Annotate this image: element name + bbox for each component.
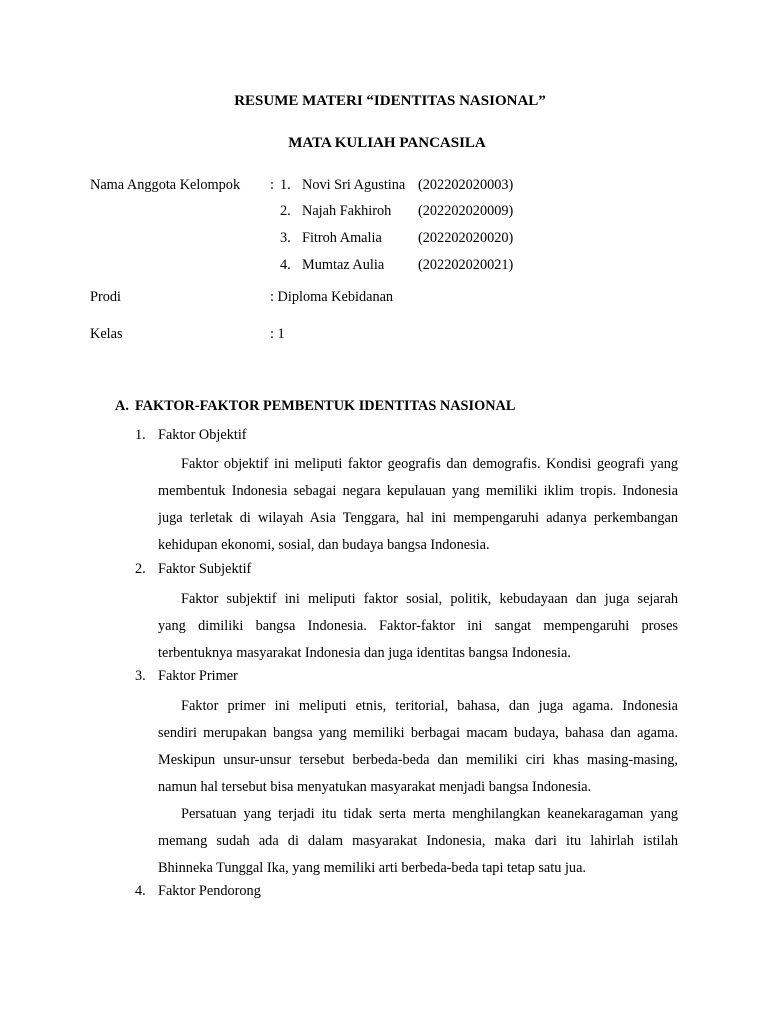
- paragraph: [158, 801, 678, 882]
- member-id: (202202020021): [418, 257, 514, 273]
- member-number: 3.: [280, 230, 291, 246]
- prodi-label: Prodi: [90, 289, 121, 305]
- paragraph: [158, 451, 678, 559]
- paragraph-line: Faktor objektif ini meliputi faktor geografis dan demografis. Kondisi geografi yang: [181, 456, 678, 472]
- item-title: Faktor Pendorong: [158, 883, 261, 899]
- paragraph-line: terbentuknya masyarakat Indonesia dan juga identitas bangsa Indonesia.: [158, 645, 571, 661]
- paragraph-line: memang sudah ada di dalam masyarakat Indonesia, maka dari itu lahirlah istilah: [158, 833, 678, 849]
- paragraph-line: juga terletak di wilayah Asia Tenggara, hal ini mempengaruhi adanya perkembangan: [158, 510, 678, 526]
- member-id: (202202020020): [418, 230, 514, 246]
- kelas-label: Kelas: [90, 326, 123, 342]
- document-subtitle: MATA KULIAH PANCASILA: [288, 135, 486, 151]
- paragraph-line: Faktor primer ini meliputi etnis, teritorial, bahasa, dan juga agama. Indonesia: [181, 698, 678, 714]
- paragraph: [158, 586, 678, 667]
- item-title: Faktor Subjektif: [158, 561, 252, 577]
- item-number: 1.: [135, 427, 146, 443]
- paragraph-line: Persatuan yang terjadi itu tidak serta merta menghilangkan keanekaragaman yang: [181, 806, 678, 822]
- member-name: Mumtaz Aulia: [302, 257, 385, 273]
- document-title: RESUME MATERI “IDENTITAS NASIONAL”: [234, 93, 546, 109]
- member-number: 4.: [280, 257, 291, 273]
- paragraph-line: sendiri merupakan bangsa yang memiliki berbagai macam budaya, bahasa dan agama.: [158, 725, 678, 741]
- paragraph: [158, 693, 678, 801]
- group-members-colon: :: [270, 177, 274, 193]
- item-number: 4.: [135, 883, 146, 899]
- member-number: 2.: [280, 203, 291, 219]
- member-id: (202202020009): [418, 203, 514, 219]
- paragraph-line: Faktor subjektif ini meliputi faktor sosial, politik, kebudayaan dan juga sejarah: [181, 591, 678, 607]
- paragraph-line: Meskipun unsur-unsur tersebut berbeda-beda dan memiliki ciri khas masing-masing,: [158, 752, 678, 768]
- member-name: Fitroh Amalia: [302, 230, 382, 246]
- item-number: 2.: [135, 561, 146, 577]
- section-letter: A.: [115, 398, 129, 414]
- kelas-value: : 1: [270, 326, 285, 342]
- paragraph-line: membentuk Indonesia sebagai negara kepulauan yang memiliki iklim tropis. Indonesia: [158, 483, 678, 499]
- paragraph-line: Bhinneka Tunggal Ika, yang memiliki arti berbeda-beda tapi tetap satu jua.: [158, 860, 586, 876]
- paragraph-line: kehidupan ekonomi, sosial, dan budaya bangsa Indonesia.: [158, 537, 490, 553]
- section-title: FAKTOR-FAKTOR PEMBENTUK IDENTITAS NASIONAL: [135, 398, 516, 414]
- paragraph-line: yang dimiliki bangsa Indonesia. Faktor-faktor ini sangat mempengaruhi proses: [158, 618, 678, 634]
- item-title: Faktor Primer: [158, 668, 238, 684]
- item-title: Faktor Objektif: [158, 427, 247, 443]
- member-name: Najah Fakhiroh: [302, 203, 392, 219]
- item-number: 3.: [135, 668, 146, 684]
- prodi-value: : Diploma Kebidanan: [270, 289, 394, 305]
- group-members-label: Nama Anggota Kelompok: [90, 177, 241, 193]
- member-name: Novi Sri Agustina: [302, 177, 406, 193]
- paragraph-line: namun hal tersebut bisa menyatukan masyarakat menjadi bangsa Indonesia.: [158, 779, 592, 795]
- member-number: 1.: [280, 177, 291, 193]
- member-id: (202202020003): [418, 177, 514, 193]
